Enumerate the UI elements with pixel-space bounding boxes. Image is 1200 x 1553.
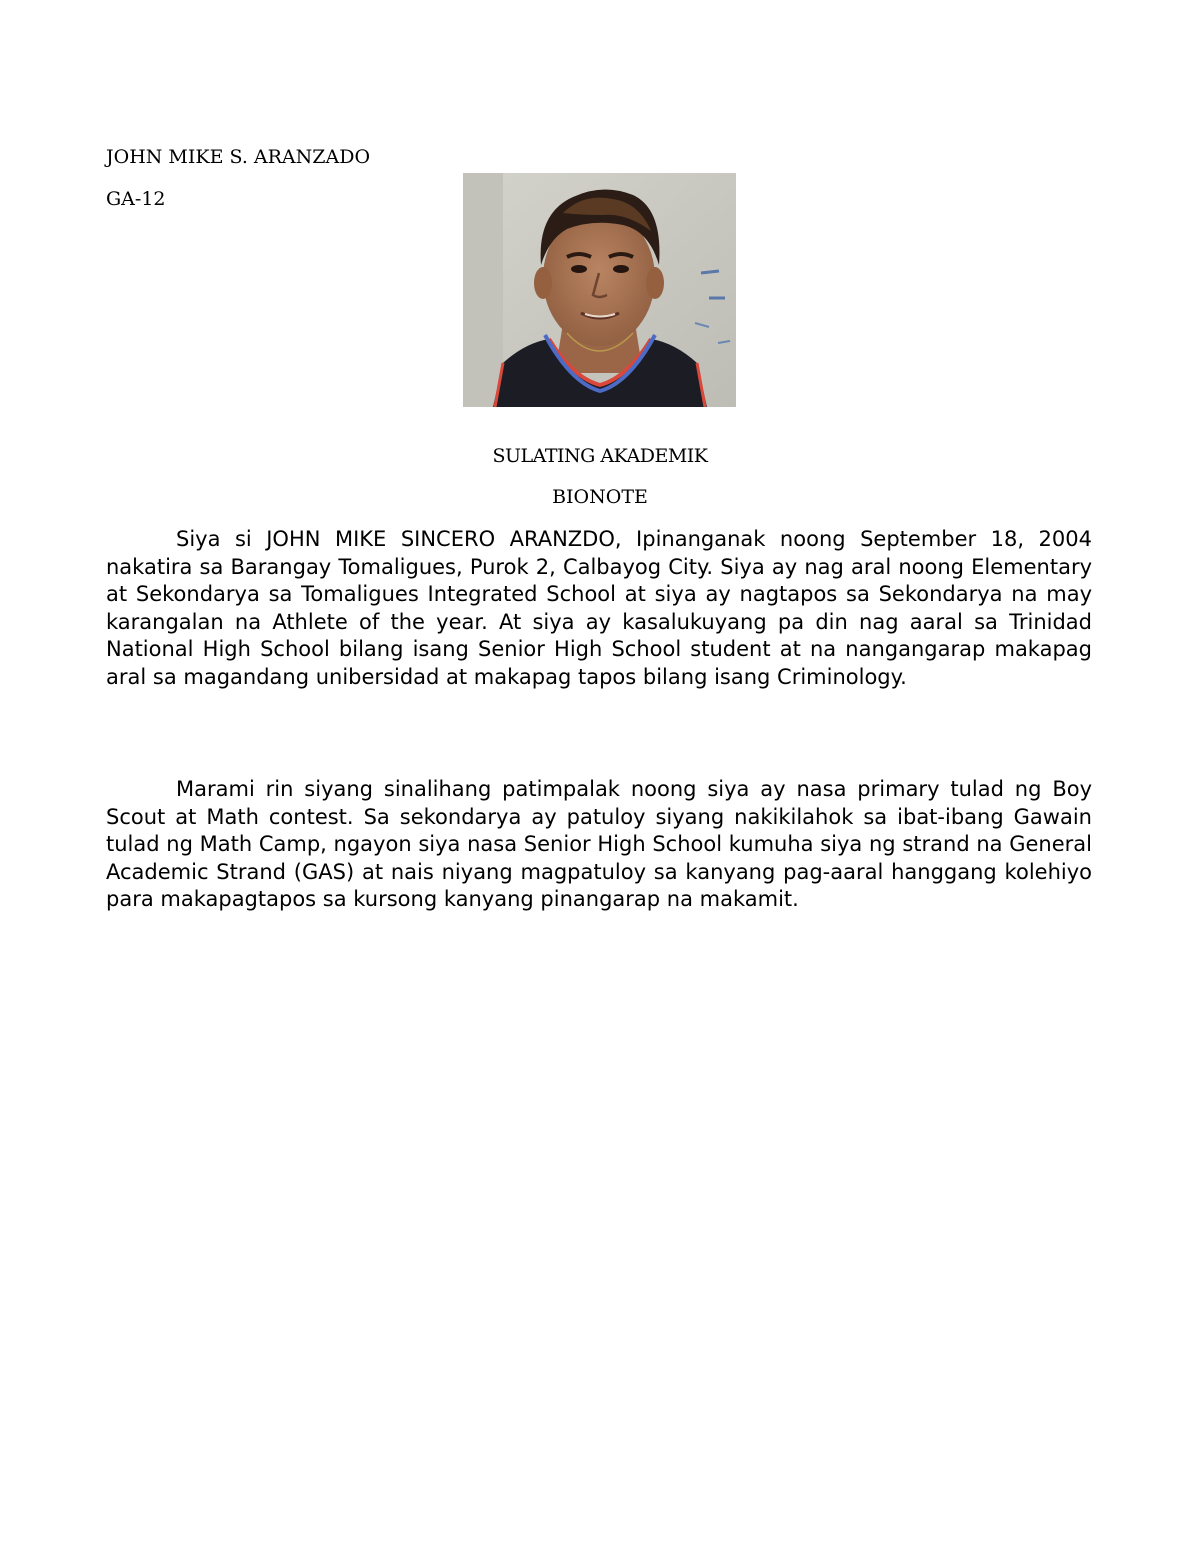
profile-photo — [463, 173, 736, 407]
author-name: JOHN MIKE S. ARANZADO — [106, 146, 371, 168]
section-label: GA-12 — [106, 188, 166, 210]
bio-paragraph-2: Marami rin siyang sinalihang patimpalak noong siya ay nasa primary tulad ng Boy Scout at Math contest. Sa sekondarya ay patuloy siyang nakikilahok sa ibat-ibang Gawain tulad ng Math Camp, ngayon siya nasa Senior High School kumuha siya ng strand na General Academic Strand (GAS) at nais niyang magpatuloy sa kanyang pag-aaral hanggang kolehiyo para makapagtapos sa kursong kanyang pinangarap na makamit. — [106, 777, 1092, 911]
bio-paragraph-1: Siya si JOHN MIKE SINCERO ARANZDO, Ipinanganak noong September 18, 2004 nakatira sa Barangay Tomaligues, Purok 2, Calbayog City. Siya ay nag aral noong Elementary at Sekondarya sa Tomaligues Integrated School at siya ay nagtapos sa Sekondarya na may karangalan na Athlete of the year. At siya ay kasalukuyang pa din nag aaral sa Trinidad National High School bilang isang Senior High School student at na nangangarap makapag aral sa magandang unibersidad at makapag tapos bilang isang Criminology. — [106, 527, 1092, 689]
document-subtitle: BIONOTE — [552, 486, 648, 508]
document-title: SULATING AKADEMIK — [492, 445, 708, 467]
